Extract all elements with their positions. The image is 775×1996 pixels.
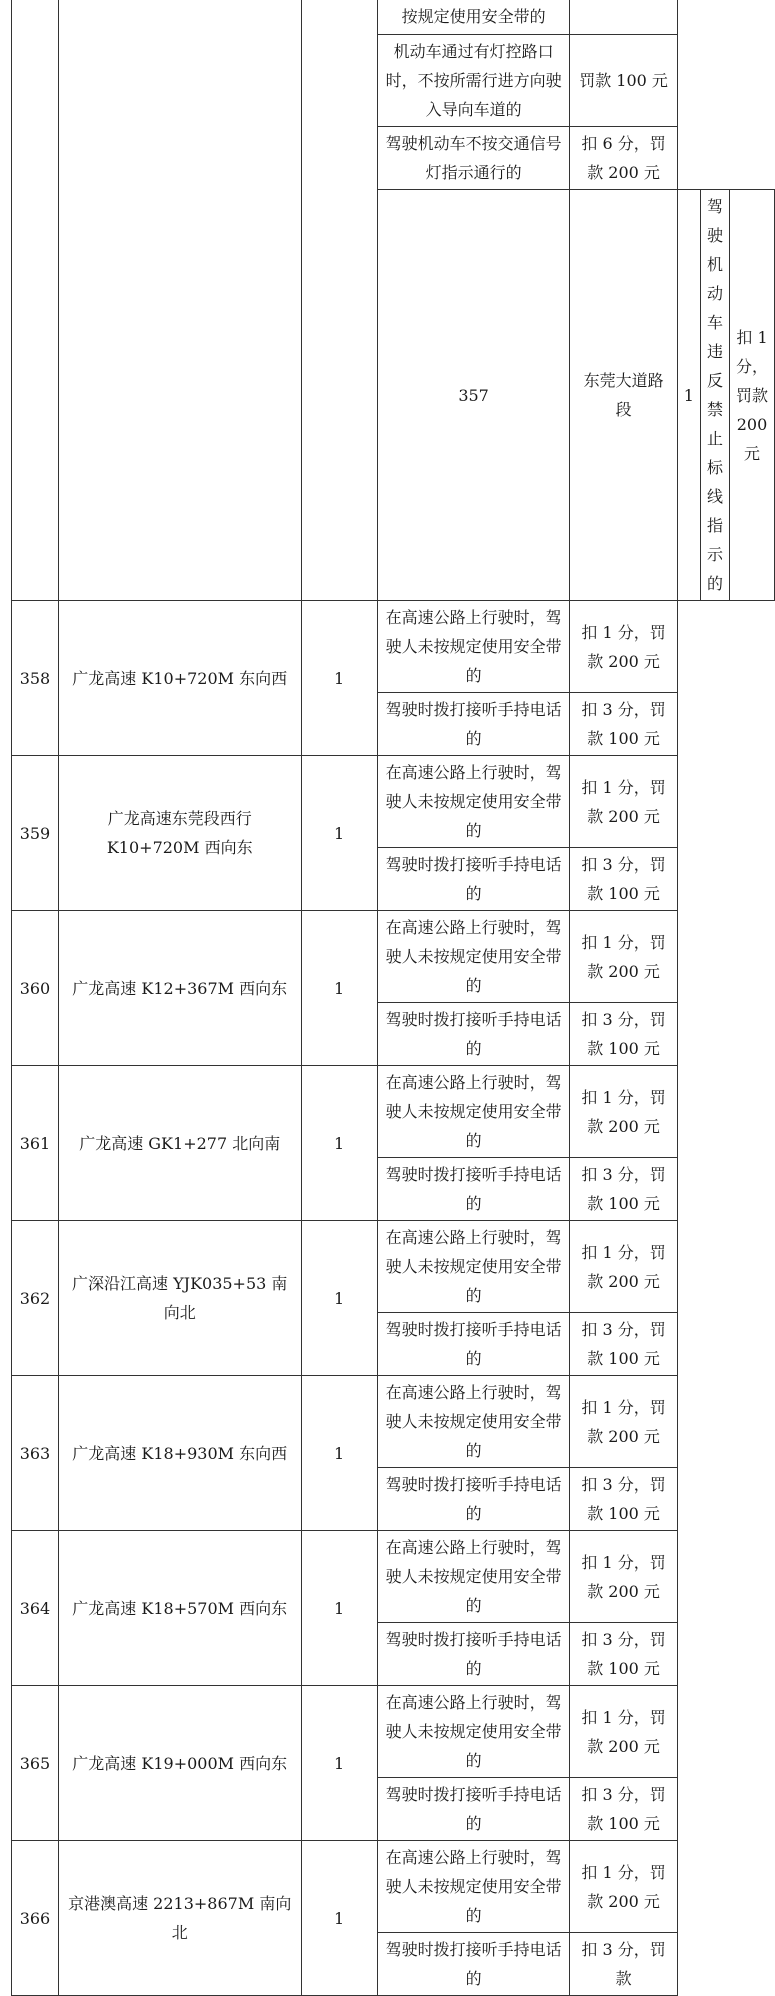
cell-penalty <box>570 0 677 35</box>
cell-violation: 驾驶时拨打接听手持电话的 <box>377 1003 570 1066</box>
cell-count: 1 <box>301 1221 377 1376</box>
cell-violation: 机动车通过有灯控路口时，不按所需行进方向驶入导向车道的 <box>377 35 570 127</box>
cell-violation: 在高速公路上行驶时，驾驶人未按规定使用安全带的 <box>377 911 570 1003</box>
cell-violation: 在高速公路上行驶时，驾驶人未按规定使用安全带的 <box>377 601 570 693</box>
table-row <box>12 0 775 35</box>
cell-violation: 驾驶时拨打接听手持电话的 <box>377 1623 570 1686</box>
cell-location: 京港澳高速 2213+867M 南向北 <box>58 1841 301 1996</box>
cell-penalty: 扣 3 分，罚款 100 元 <box>570 1778 677 1841</box>
cell-no: 361 <box>12 1066 59 1221</box>
table-row <box>12 911 775 1003</box>
cell-count: 1 <box>301 1531 377 1686</box>
cell-penalty: 扣 1 分，罚款 200 元 <box>570 1221 677 1313</box>
cell-no: 365 <box>12 1686 59 1841</box>
cell-violation: 在高速公路上行驶时，驾驶人未按规定使用安全带的 <box>377 1686 570 1778</box>
cell-location: 广龙高速 K12+367M 西向东 <box>58 911 301 1066</box>
cell-penalty: 罚款 100 元 <box>570 35 677 127</box>
cell-penalty: 扣 3 分，罚款 100 元 <box>570 1313 677 1376</box>
cell-penalty: 扣 1 分，罚款 200 元 <box>730 190 775 601</box>
table-row <box>12 1066 775 1158</box>
cell-violation: 驾驶机动车违反禁止标线指示的 <box>700 190 729 601</box>
table-row <box>12 1686 775 1778</box>
cell-violation: 驾驶时拨打接听手持电话的 <box>377 1468 570 1531</box>
table-row <box>12 1376 775 1468</box>
cell-violation: 按规定使用安全带的 <box>377 0 570 35</box>
cell-location: 广龙高速 K18+930M 东向西 <box>58 1376 301 1531</box>
cell-location: 广龙高速东莞段西行 K10+720M 西向东 <box>58 756 301 911</box>
cell-location: 广龙高速 K19+000M 西向东 <box>58 1686 301 1841</box>
cell-violation: 驾驶时拨打接听手持电话的 <box>377 1933 570 1996</box>
table-row <box>12 756 775 848</box>
cell-no: 357 <box>377 190 570 601</box>
cell-no: 364 <box>12 1531 59 1686</box>
cell-location: 广龙高速 K10+720M 东向西 <box>58 601 301 756</box>
cell-violation: 在高速公路上行驶时，驾驶人未按规定使用安全带的 <box>377 1221 570 1313</box>
cell-violation: 驾驶时拨打接听手持电话的 <box>377 1158 570 1221</box>
table-row <box>12 1841 775 1933</box>
cell-penalty: 扣 1 分，罚款 200 元 <box>570 1686 677 1778</box>
cell-violation: 驾驶机动车不按交通信号灯指示通行的 <box>377 127 570 190</box>
cell-violation: 在高速公路上行驶时，驾驶人未按规定使用安全带的 <box>377 1376 570 1468</box>
cell-penalty: 扣 3 分，罚款 100 元 <box>570 1468 677 1531</box>
cell-no: 360 <box>12 911 59 1066</box>
violation-table <box>11 0 775 1996</box>
cell-no: 358 <box>12 601 59 756</box>
cell-violation: 在高速公路上行驶时，驾驶人未按规定使用安全带的 <box>377 1066 570 1158</box>
cell-penalty: 扣 3 分，罚款 100 元 <box>570 1158 677 1221</box>
cell-count: 1 <box>301 756 377 911</box>
cell-penalty: 扣 3 分，罚款 100 元 <box>570 1003 677 1066</box>
cell-location <box>58 0 301 601</box>
cell-count: 1 <box>301 1841 377 1996</box>
cell-penalty: 扣 1 分，罚款 200 元 <box>570 1841 677 1933</box>
cell-count: 1 <box>677 190 700 601</box>
cell-penalty: 扣 1 分，罚款 200 元 <box>570 756 677 848</box>
cell-no <box>12 0 59 601</box>
cell-count <box>301 0 377 601</box>
table-row <box>12 1221 775 1313</box>
cell-no: 359 <box>12 756 59 911</box>
cell-penalty: 扣 3 分，罚款 100 元 <box>570 1623 677 1686</box>
cell-location: 东莞大道路段 <box>570 190 677 601</box>
cell-penalty: 扣 1 分，罚款 200 元 <box>570 1531 677 1623</box>
cell-violation: 驾驶时拨打接听手持电话的 <box>377 1778 570 1841</box>
cell-violation: 驾驶时拨打接听手持电话的 <box>377 693 570 756</box>
cell-violation: 驾驶时拨打接听手持电话的 <box>377 1313 570 1376</box>
cell-penalty: 扣 1 分，罚款 200 元 <box>570 601 677 693</box>
cell-penalty: 扣 1 分，罚款 200 元 <box>570 911 677 1003</box>
cell-violation: 在高速公路上行驶时，驾驶人未按规定使用安全带的 <box>377 756 570 848</box>
cell-count: 1 <box>301 911 377 1066</box>
cell-count: 1 <box>301 601 377 756</box>
cell-no: 363 <box>12 1376 59 1531</box>
cell-location: 广深沿江高速 YJK035+53 南向北 <box>58 1221 301 1376</box>
cell-location: 广龙高速 K18+570M 西向东 <box>58 1531 301 1686</box>
cell-no: 362 <box>12 1221 59 1376</box>
cell-count: 1 <box>301 1066 377 1221</box>
cell-penalty: 扣 6 分，罚款 200 元 <box>570 127 677 190</box>
cell-penalty: 扣 3 分，罚款 100 元 <box>570 848 677 911</box>
table-row <box>12 601 775 693</box>
cell-penalty: 扣 1 分，罚款 200 元 <box>570 1066 677 1158</box>
cell-penalty: 扣 1 分，罚款 200 元 <box>570 1376 677 1468</box>
cell-violation: 驾驶时拨打接听手持电话的 <box>377 848 570 911</box>
table-row <box>12 1531 775 1623</box>
cell-penalty: 扣 3 分，罚款 <box>570 1933 677 1996</box>
cell-violation: 在高速公路上行驶时，驾驶人未按规定使用安全带的 <box>377 1841 570 1933</box>
cell-penalty: 扣 3 分，罚款 100 元 <box>570 693 677 756</box>
cell-count: 1 <box>301 1376 377 1531</box>
cell-no: 366 <box>12 1841 59 1996</box>
cell-count: 1 <box>301 1686 377 1841</box>
cell-violation: 在高速公路上行驶时，驾驶人未按规定使用安全带的 <box>377 1531 570 1623</box>
cell-location: 广龙高速 GK1+277 北向南 <box>58 1066 301 1221</box>
